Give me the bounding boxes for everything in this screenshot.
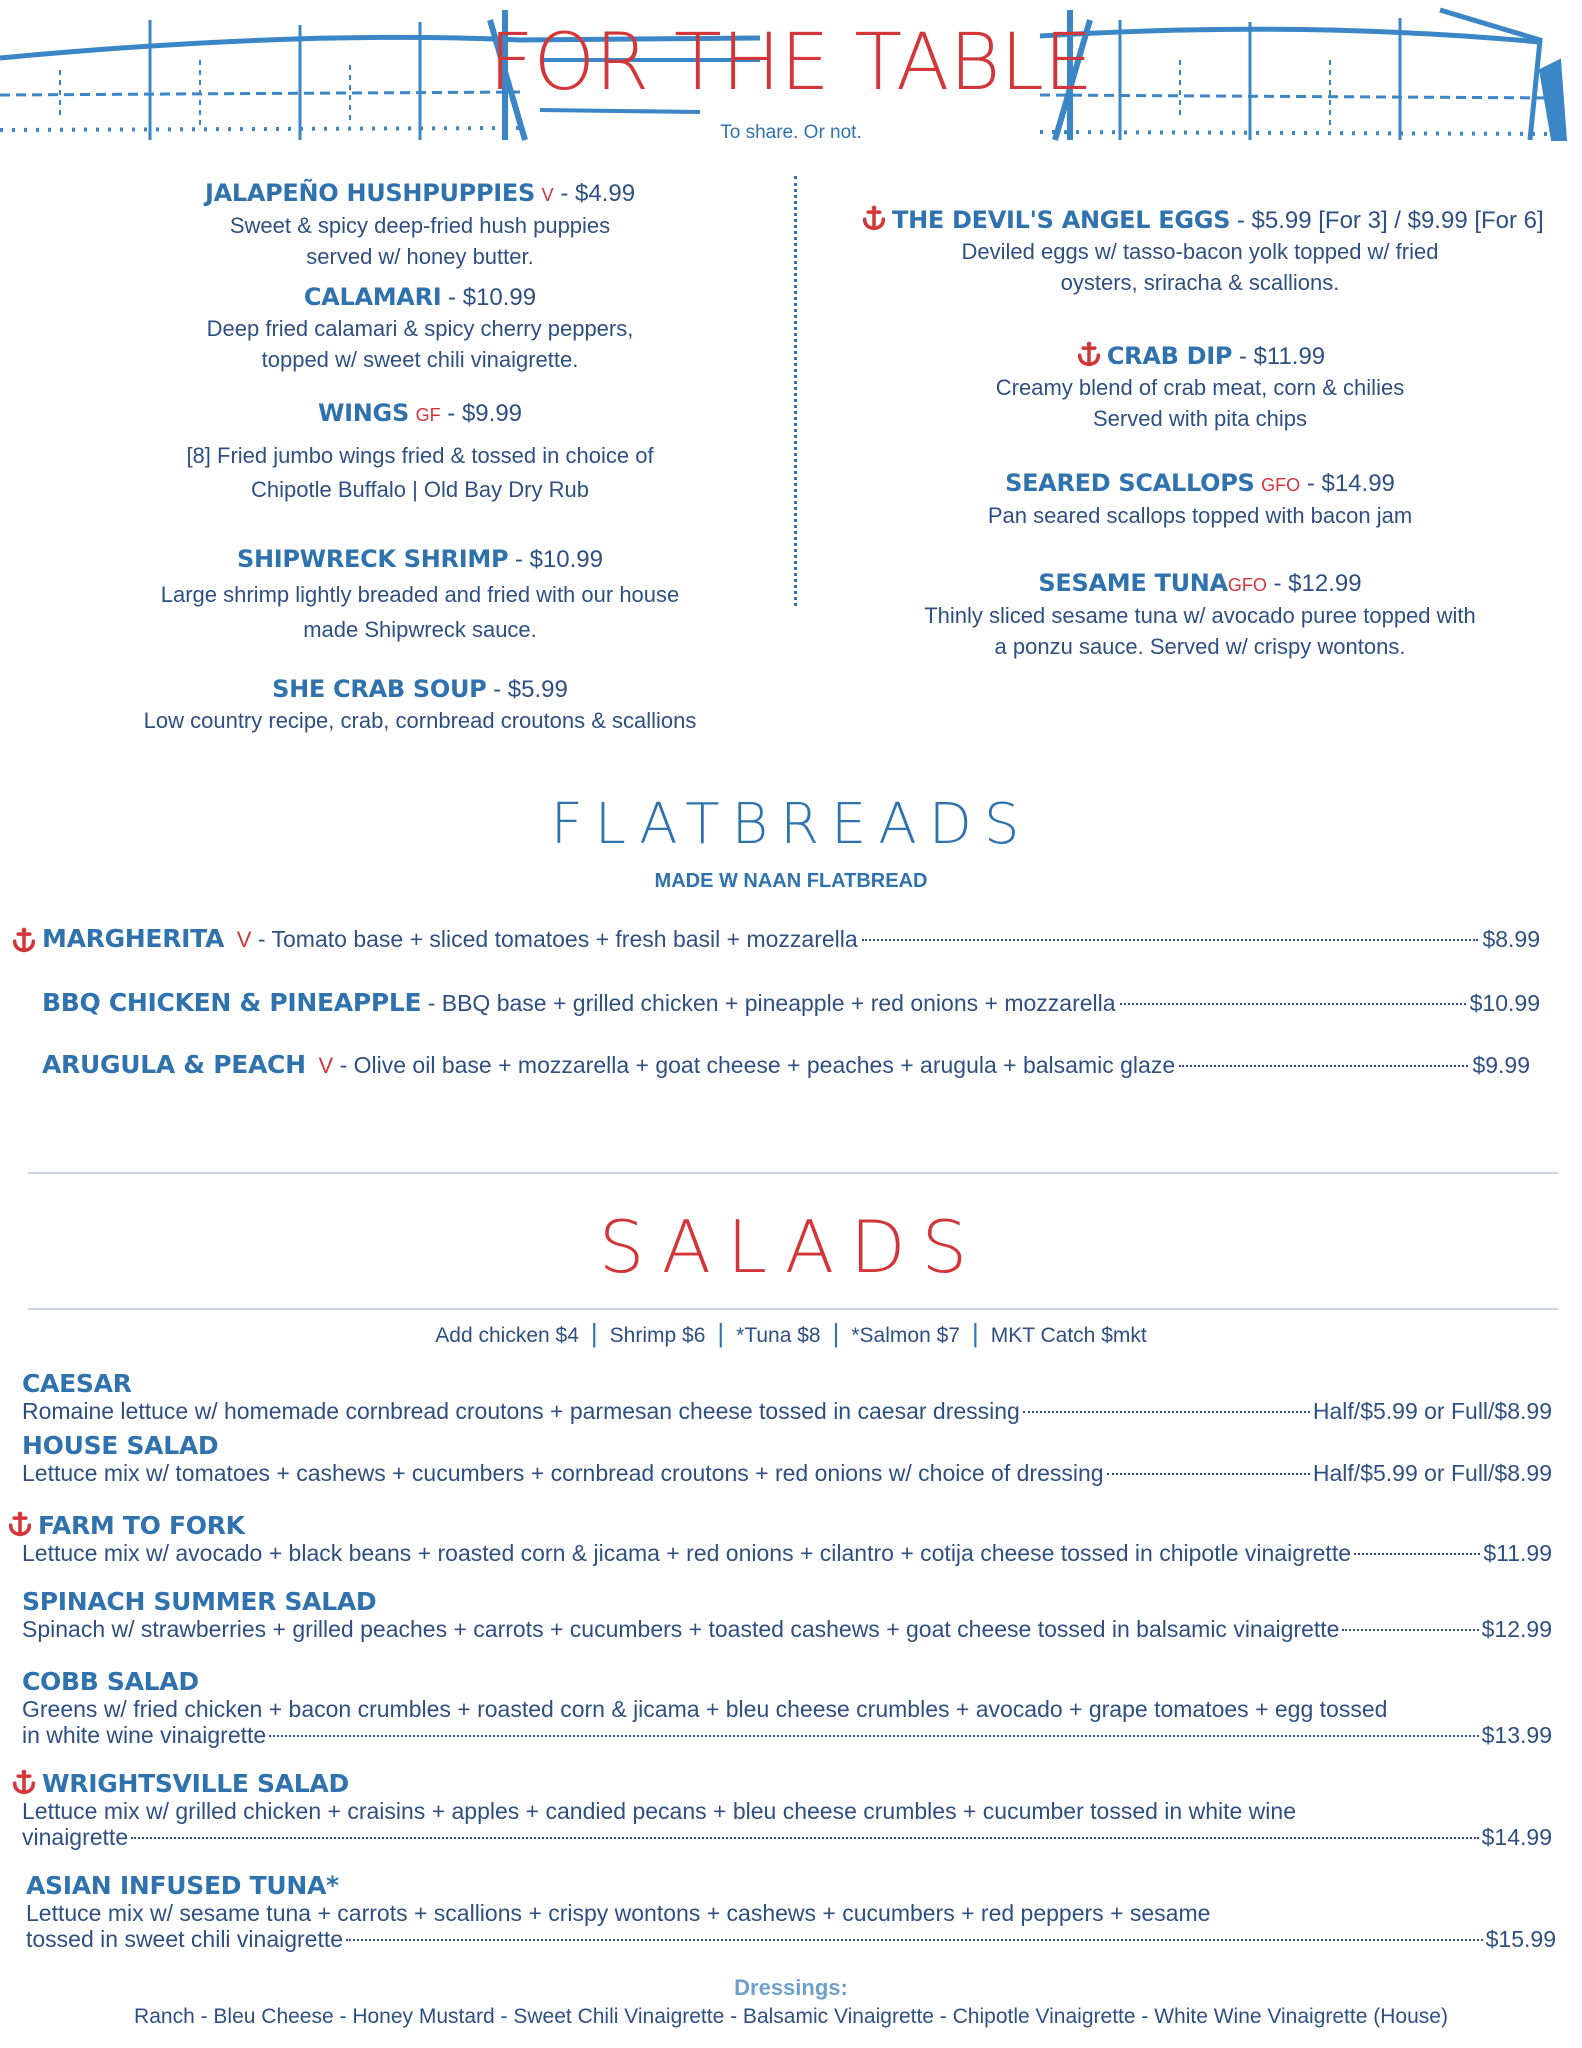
item-description: Large shrimp lightly breaded and fried with our house xyxy=(160,582,680,607)
menu-item xyxy=(860,568,1540,662)
addon-item: Add chicken $4 xyxy=(435,1324,579,1347)
item-price: - $9.99 xyxy=(440,400,523,427)
item-description: Served with pita chips xyxy=(1093,406,1307,431)
salad-item xyxy=(26,1872,1556,1952)
item-price: - $10.99 xyxy=(441,284,537,311)
item-name: CRAB DIP xyxy=(1106,342,1233,370)
salad-item xyxy=(22,1768,1552,1850)
item-name: SPINACH SUMMER SALAD xyxy=(22,1587,377,1616)
salad-item xyxy=(22,1668,1552,1748)
flatbread-item xyxy=(10,924,1540,956)
dot-leader xyxy=(1342,1629,1478,1631)
item-description: in white wine vinaigrette xyxy=(22,1722,267,1748)
item-description: Thinly sliced sesame tuna w/ avocado puree topped with xyxy=(924,603,1476,628)
item-description: made Shipwreck sauce. xyxy=(303,617,537,642)
item-description: - Olive oil base + mozzarella + goat cheese + peaches + arugula + balsamic glaze xyxy=(339,1052,1176,1078)
diet-tag: GFO xyxy=(1261,475,1301,495)
item-description: [8] Fried jumbo wings fried & tossed in choice of xyxy=(186,443,654,468)
item-description: Deep fried calamari & spicy cherry peppers, xyxy=(206,316,634,341)
anchor-icon xyxy=(860,204,888,232)
item-price: $11.99 xyxy=(1483,1540,1552,1566)
item-name: SESAME TUNA xyxy=(1038,569,1228,597)
item-price: - $11.99 xyxy=(1232,343,1326,370)
addon-item: Shrimp $6 xyxy=(609,1324,706,1347)
item-price: - $5.99 xyxy=(486,676,568,703)
item-description: topped w/ sweet chili vinaigrette. xyxy=(261,347,579,372)
dot-leader xyxy=(131,1837,1479,1839)
menu-item xyxy=(860,468,1540,531)
header-banner xyxy=(0,0,1582,150)
item-price: - $10.99 xyxy=(514,546,603,573)
menu-item xyxy=(100,178,740,272)
item-price: $13.99 xyxy=(1481,1722,1552,1748)
item-price: - $4.99 xyxy=(553,180,636,207)
dot-leader xyxy=(1354,1553,1480,1555)
addon-item: MKT Catch $mkt xyxy=(990,1324,1147,1347)
item-name: ASIAN INFUSED TUNA* xyxy=(26,1871,339,1900)
divider-line xyxy=(28,1172,1558,1174)
item-description: tossed in sweet chili vinaigrette xyxy=(26,1926,344,1952)
item-price: - $12.99 xyxy=(1266,570,1362,597)
item-name: BBQ CHICKEN & PINEAPPLE xyxy=(42,988,422,1017)
item-description: Pan seared scallops topped with bacon jam xyxy=(987,503,1413,528)
item-name: SEARED SCALLOPS xyxy=(1005,469,1255,497)
item-description: Sweet & spicy deep-fried hush puppies xyxy=(229,213,611,238)
item-name: FARM TO FORK xyxy=(38,1511,245,1540)
dot-leader xyxy=(1023,1411,1310,1413)
menu-item xyxy=(860,340,1540,434)
dot-leader xyxy=(346,1939,1483,1941)
item-description: served w/ honey butter. xyxy=(306,244,534,269)
item-name: WRIGHTSVILLE SALAD xyxy=(42,1769,349,1798)
diet-tag: GF xyxy=(415,405,441,425)
salad-item xyxy=(22,1432,1552,1486)
separator: | xyxy=(717,1318,725,1348)
flatbread-item xyxy=(42,1050,1530,1082)
item-description: Lettuce mix w/ sesame tuna + carrots + scallions + crispy wontons + cashews + cucumbers + red peppers + sesame xyxy=(26,1900,1211,1926)
dot-leader xyxy=(1120,1003,1466,1005)
item-description: - BBQ base + grilled chicken + pineapple + red onions + mozzarella xyxy=(427,990,1116,1016)
item-price: Half/$5.99 or Full/$8.99 xyxy=(1312,1460,1552,1486)
section-title-for-the-table: FOR THE TABLE xyxy=(488,18,1094,108)
item-price: $12.99 xyxy=(1481,1616,1552,1642)
flatbread-item xyxy=(42,988,1540,1020)
item-name: SHIPWRECK SHRIMP xyxy=(236,545,509,573)
anchor-icon xyxy=(1075,340,1103,368)
item-description: Low country recipe, crab, cornbread croutons & scallions xyxy=(143,708,697,733)
item-description: a ponzu sauce. Served w/ crispy wontons. xyxy=(994,634,1406,659)
item-name: CALAMARI xyxy=(303,283,442,311)
column-divider xyxy=(794,176,797,606)
item-description: Greens w/ fried chicken + bacon crumbles + roasted corn & jicama + bleu cheese crumbles + avocado + grape tomatoes + egg tossed xyxy=(22,1696,1388,1722)
item-description: Lettuce mix w/ tomatoes + cashews + cucumbers + cornbread croutons + red onions w/ choice of dressing xyxy=(22,1460,1104,1486)
diet-tag: V xyxy=(236,927,252,952)
item-price: - $5.99 [For 3] / $9.99 [For 6] xyxy=(1230,207,1544,234)
dot-leader xyxy=(1107,1473,1310,1475)
item-name: MARGHERITA xyxy=(42,924,225,953)
item-price: $8.99 xyxy=(1482,926,1540,952)
item-name: THE DEVIL'S ANGEL EGGS xyxy=(892,206,1231,234)
menu-item xyxy=(100,398,740,505)
item-description: Romaine lettuce w/ homemade cornbread croutons + parmesan cheese tossed in caesar dressing xyxy=(22,1398,1020,1424)
item-description: Spinach w/ strawberries + grilled peaches + carrots + cucumbers + toasted cashews + goat cheese tossed in balsamic vinaigrette xyxy=(22,1616,1340,1642)
menu-item xyxy=(100,544,740,645)
menu-item xyxy=(860,204,1544,298)
anchor-icon xyxy=(10,1768,38,1796)
item-description: Lettuce mix w/ grilled chicken + craisins + apples + candied pecans + bleu cheese crumbles + cucumber tossed in white wine xyxy=(22,1798,1296,1824)
salad-item xyxy=(22,1588,1552,1642)
separator: | xyxy=(971,1318,979,1348)
separator: | xyxy=(832,1318,840,1348)
section-title-salads: SALADS xyxy=(598,1205,984,1289)
menu-item xyxy=(100,282,740,375)
addon-item: *Salmon $7 xyxy=(851,1324,960,1347)
item-name: HOUSE SALAD xyxy=(22,1431,219,1460)
item-name: ARUGULA & PEACH xyxy=(42,1050,306,1079)
separator: | xyxy=(590,1318,598,1348)
item-description: Chipotle Buffalo | Old Bay Dry Rub xyxy=(251,477,589,502)
menu-item xyxy=(100,674,740,736)
divider-line xyxy=(28,1308,1558,1310)
diet-tag: GFO xyxy=(1227,575,1267,595)
item-description: oysters, sriracha & scallions. xyxy=(1060,270,1340,295)
section-subtitle: To share. Or not. xyxy=(720,122,862,143)
item-description: - Tomato base + sliced tomatoes + fresh basil + mozzarella xyxy=(257,926,858,952)
item-description: Lettuce mix w/ avocado + black beans + roasted corn & jicama + red onions + cilantro + cotija cheese tossed in chipotle vinaigrette xyxy=(22,1540,1352,1566)
item-price: $15.99 xyxy=(1485,1926,1556,1952)
item-price: Half/$5.99 or Full/$8.99 xyxy=(1312,1398,1552,1424)
item-name: JALAPEÑO HUSHPUPPIES xyxy=(204,179,535,207)
section-title-flatbreads: FLATBREADS xyxy=(550,792,1032,857)
item-price: $9.99 xyxy=(1472,1052,1530,1078)
diet-tag: V xyxy=(318,1053,334,1078)
item-name: COBB SALAD xyxy=(22,1667,199,1696)
anchor-icon xyxy=(10,926,38,954)
item-name: SHE CRAB SOUP xyxy=(272,675,487,703)
item-name: CAESAR xyxy=(22,1369,132,1398)
salad-item xyxy=(22,1510,1552,1566)
diet-tag: V xyxy=(541,185,554,205)
dressings-list: Ranch - Bleu Cheese - Honey Mustard - Sweet Chili Vinaigrette - Balsamic Vinaigrette - Chipotle Vinaigrette - White Wine Vinaigrette (House) xyxy=(134,2005,1448,2028)
item-description: vinaigrette xyxy=(22,1824,129,1850)
section-subtitle-flatbreads: MADE W NAAN FLATBREAD xyxy=(654,870,928,892)
item-name: WINGS xyxy=(317,399,409,427)
item-description: Deviled eggs w/ tasso-bacon yolk topped w/ fried xyxy=(961,239,1439,264)
dot-leader xyxy=(1179,1065,1468,1067)
salad-item xyxy=(22,1370,1552,1424)
item-price: $14.99 xyxy=(1481,1824,1552,1850)
salad-addons xyxy=(0,1318,1582,1349)
anchor-icon xyxy=(6,1510,34,1538)
item-description: Creamy blend of crab meat, corn & chilies xyxy=(995,375,1405,400)
dot-leader xyxy=(269,1735,1478,1737)
addon-item: *Tuna $8 xyxy=(736,1324,821,1347)
dot-leader xyxy=(862,939,1479,941)
dressings-title: Dressings: xyxy=(734,1975,848,2000)
item-price: $10.99 xyxy=(1469,990,1540,1016)
item-price: - $14.99 xyxy=(1300,470,1395,497)
